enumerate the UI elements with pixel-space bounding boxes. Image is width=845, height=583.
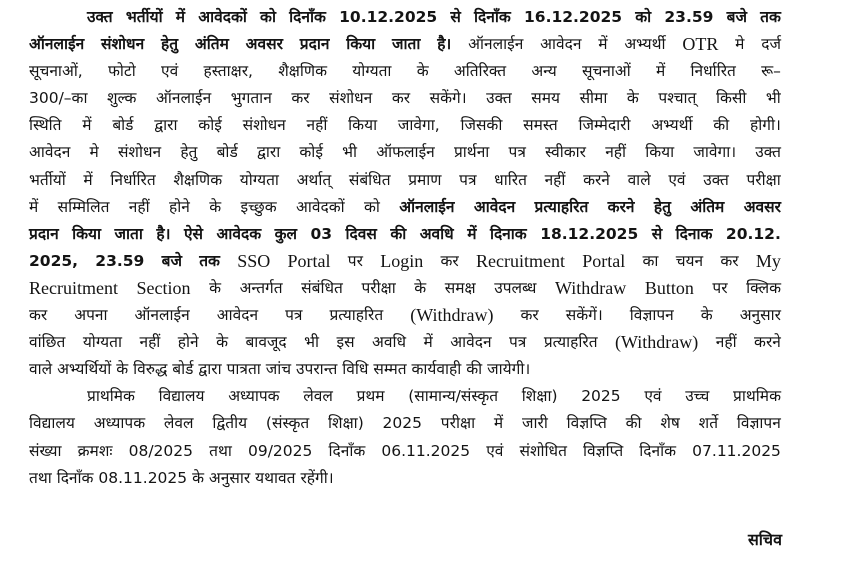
- word: परीक्षा: [440, 414, 476, 433]
- word: 18.12.2025: [540, 224, 639, 243]
- word: समक्ष: [444, 278, 476, 297]
- text-line: [29, 383, 781, 410]
- word: हेतु: [180, 143, 198, 162]
- word: बोर्ड: [172, 360, 199, 379]
- word: में: [29, 197, 39, 216]
- text-line: [29, 410, 781, 437]
- word: को: [364, 197, 380, 216]
- word: एवं: [644, 387, 662, 406]
- word: अवसर: [245, 35, 283, 54]
- word: के: [116, 360, 134, 379]
- word: किया: [72, 224, 102, 243]
- word: दिनाक: [675, 224, 713, 243]
- word: शेष: [660, 414, 680, 433]
- word: में: [83, 170, 93, 189]
- word: अर्थात्: [296, 170, 332, 189]
- word: शिक्षा): [328, 414, 364, 433]
- word: योग्यता: [239, 170, 279, 189]
- word: 2025: [581, 387, 621, 406]
- word: उपलब्ध: [494, 278, 537, 297]
- word: इस: [336, 333, 355, 352]
- word: आवेदकों: [296, 197, 345, 216]
- word: प्रत्याहरित: [329, 306, 384, 325]
- word: अंतिम: [690, 197, 725, 216]
- word: SSO: [237, 250, 271, 271]
- word: अनुसार: [739, 306, 781, 325]
- word: दिनाँक: [328, 441, 366, 460]
- word: ऑफलाईन: [376, 143, 435, 162]
- word: कार्यवाही: [411, 360, 467, 379]
- word: पात्रता: [226, 360, 266, 379]
- word: अतिरिक्त: [453, 62, 507, 81]
- word: होगी।: [749, 116, 781, 135]
- word: पत्र: [508, 143, 526, 162]
- word: Login: [380, 250, 424, 271]
- word: दिवस: [345, 224, 377, 243]
- word: (Withdraw): [410, 305, 494, 326]
- word: दिनाँक: [474, 8, 511, 26]
- word: 09/2025: [247, 441, 313, 460]
- word: ऑनलाईन: [29, 35, 85, 54]
- word: एवं: [486, 441, 504, 460]
- word: योग्यता: [352, 62, 392, 81]
- text-line: [29, 167, 781, 194]
- word: है।: [437, 35, 452, 54]
- word: मे: [735, 35, 745, 54]
- word: प्रत्याहरित: [534, 197, 589, 216]
- word: में: [82, 116, 92, 135]
- word: कुल: [274, 224, 297, 243]
- word: विज्ञापन: [736, 414, 781, 433]
- text-line: [29, 329, 781, 356]
- word: से: [651, 224, 663, 243]
- word: ऑनलाईन: [134, 306, 190, 325]
- text-line: [29, 275, 781, 302]
- word: आवेदन: [29, 143, 71, 162]
- text-line: [29, 248, 781, 275]
- word: अंतिम: [194, 35, 229, 54]
- word: जिम्मेदारी: [578, 116, 631, 135]
- word: एवं: [161, 62, 179, 81]
- word: रू–: [761, 62, 781, 81]
- word: प्रार्थना: [453, 143, 490, 162]
- word: में: [656, 62, 666, 81]
- word: द्वारा: [154, 116, 178, 135]
- text-line: [29, 31, 781, 58]
- word: (संस्कृत: [265, 414, 310, 433]
- word: बोर्ड: [216, 143, 238, 162]
- word: में: [598, 35, 608, 54]
- word: 300/–का: [29, 89, 88, 108]
- text-line: [29, 438, 781, 465]
- word: पर: [712, 278, 728, 297]
- word: दिनाक: [489, 224, 527, 243]
- word: पत्र: [285, 306, 303, 325]
- word: संख्या: [29, 441, 62, 460]
- word: आवेदन: [450, 333, 492, 352]
- word: शुल्क: [107, 89, 137, 108]
- word: है।: [156, 224, 171, 243]
- word: Portal: [582, 250, 626, 271]
- text-line: [29, 4, 781, 31]
- word: ऑनलाईन: [468, 35, 524, 54]
- word: उक्त: [755, 143, 781, 162]
- word: सकेंगें।: [565, 306, 603, 325]
- word: शिक्षा): [521, 387, 558, 406]
- word: उपरान्त: [296, 360, 343, 379]
- word: के: [414, 278, 427, 297]
- paragraph-withdrawal-notice: [29, 4, 781, 383]
- word: प्राथमिक: [87, 387, 135, 406]
- word: पत्र: [509, 333, 527, 352]
- word: विद्यालय: [29, 414, 75, 433]
- word: भर्तीयों: [125, 8, 163, 26]
- word: निर्धारित: [110, 170, 156, 189]
- text-line: [29, 194, 781, 221]
- word: सीमा: [579, 89, 608, 108]
- word: संबंधित: [301, 278, 343, 297]
- word: अध्यापक: [93, 414, 146, 433]
- text-line: [29, 465, 781, 492]
- word: शैक्षणिक: [173, 170, 223, 189]
- word: अवधि: [419, 224, 454, 243]
- word: शर्ते: [698, 414, 719, 433]
- word: हेतु: [653, 197, 671, 216]
- word: के: [700, 306, 713, 325]
- word: जारी: [521, 414, 548, 433]
- word: नहीं: [544, 170, 566, 189]
- word: (सामान्य/संस्कृत: [408, 387, 499, 406]
- word: रहेंगी।: [300, 468, 334, 487]
- word: दिनाँक: [639, 441, 677, 460]
- text-line: [29, 112, 781, 139]
- word: दिनाँक: [289, 8, 326, 26]
- word: कर: [291, 89, 310, 108]
- word: के: [216, 333, 228, 352]
- word: आवेदन: [540, 35, 582, 54]
- word: 2025: [382, 414, 422, 433]
- word: अध्यापक: [228, 387, 280, 406]
- word: दर्ज: [761, 35, 781, 54]
- word: में: [493, 414, 504, 433]
- word: Portal: [287, 250, 331, 271]
- word: 16.12.2025: [524, 8, 623, 26]
- word: के: [626, 89, 639, 108]
- word: को: [635, 8, 652, 26]
- word: उक्त: [486, 89, 512, 108]
- word: एवं: [668, 170, 686, 189]
- word: OTR: [682, 34, 719, 55]
- word: स्थिति: [29, 116, 62, 135]
- text-line: [29, 302, 781, 329]
- word: करने: [754, 333, 781, 352]
- word: में: [175, 8, 186, 26]
- word: पर: [347, 251, 363, 270]
- word: 2025,: [29, 251, 79, 270]
- signature-secretary: सचिव: [747, 530, 782, 549]
- word: 07.11.2025: [692, 441, 781, 460]
- word: उक्त: [87, 8, 113, 26]
- word: शैक्षणिक: [278, 62, 327, 81]
- word: बोर्ड: [112, 116, 134, 135]
- word: सकेंगे।: [429, 89, 467, 108]
- word: प्रथम: [356, 387, 385, 406]
- word: संशोधन: [242, 116, 286, 135]
- word: धारित: [494, 170, 527, 189]
- word: Withdraw: [554, 277, 627, 298]
- word: कर: [29, 306, 48, 325]
- word: क्रमशः: [77, 441, 113, 460]
- word: संशोधित: [519, 441, 567, 460]
- word: यथावत: [255, 468, 301, 487]
- word: द्वितीय: [212, 414, 248, 433]
- word: करने: [583, 170, 610, 189]
- word: अभ्यर्थी: [651, 116, 693, 135]
- word: भर्तीयों: [29, 170, 66, 189]
- word: योग्यता: [82, 333, 123, 352]
- text-line: [29, 139, 781, 166]
- word: 08.11.2025: [98, 468, 193, 487]
- word: किया: [348, 116, 378, 135]
- word: अभ्यर्थियों: [57, 360, 117, 379]
- word: निर्धारित: [690, 62, 736, 81]
- word: तथा: [209, 441, 232, 460]
- word: Recruitment: [29, 277, 118, 298]
- word: 06.11.2025: [381, 441, 471, 460]
- word: के: [209, 278, 222, 297]
- word: चयन: [675, 251, 704, 270]
- word: बजे: [161, 251, 182, 270]
- word: My: [755, 250, 781, 271]
- word: संशोधन: [117, 143, 162, 162]
- word: Section: [136, 277, 191, 298]
- word: लेवल: [163, 414, 194, 433]
- word: विज्ञप्ति: [566, 414, 607, 433]
- text-line: [29, 356, 781, 383]
- word: भी: [304, 333, 320, 352]
- paragraph-exam-conditions: [29, 383, 781, 491]
- word: ऑनलाईन: [399, 197, 455, 216]
- word: आवेदकों: [198, 8, 247, 26]
- word: द्वारा: [198, 360, 227, 379]
- text-line: [29, 221, 781, 248]
- word: अवसर: [743, 197, 781, 216]
- word: 20.12.: [725, 224, 781, 243]
- word: पश्चात्: [658, 89, 697, 108]
- word: पत्र: [459, 170, 477, 189]
- word: लेवल: [303, 387, 333, 406]
- word: (Withdraw): [615, 332, 699, 353]
- word: अनुसार: [208, 468, 256, 487]
- word: 03: [310, 224, 333, 243]
- word: उक्त: [703, 170, 729, 189]
- word: कोई: [198, 116, 222, 135]
- word: किया: [346, 35, 376, 54]
- word: भी: [342, 143, 358, 162]
- word: इच्छुक: [240, 197, 277, 216]
- word: आवेदक: [216, 224, 262, 243]
- word: विज्ञप्ति: [583, 441, 624, 460]
- word: संशोधन: [101, 35, 145, 54]
- word: के: [192, 468, 209, 487]
- word: अन्य: [531, 62, 557, 81]
- word: जांच: [265, 360, 297, 379]
- word: के: [209, 197, 222, 216]
- word: समस्त: [523, 116, 558, 135]
- word: नहीं: [128, 197, 150, 216]
- word: कर: [391, 89, 411, 108]
- word: हेतु: [161, 35, 179, 54]
- word: मे: [89, 143, 99, 162]
- word: वांछित: [29, 333, 66, 352]
- word: नहीं: [715, 333, 737, 352]
- word: तक: [199, 251, 220, 270]
- word: को: [260, 8, 276, 26]
- word: अवधि: [372, 333, 407, 352]
- word: कर: [520, 306, 539, 325]
- word: किसी: [715, 89, 747, 108]
- word: की: [713, 116, 730, 135]
- word: फोटो: [107, 62, 136, 81]
- word: बावजूद: [245, 333, 287, 352]
- word: वाले: [627, 170, 651, 189]
- word: समय: [531, 89, 561, 108]
- word: विज्ञापन: [629, 306, 674, 325]
- word: परीक्षा: [361, 278, 396, 297]
- word: जावेगा।: [693, 143, 737, 162]
- word: सूचनाओं: [581, 62, 631, 81]
- word: ऑनलाईन: [155, 89, 212, 108]
- word: नहीं: [139, 333, 161, 352]
- word: स्वीकार: [545, 143, 586, 162]
- word: हस्ताक्षर,: [203, 62, 253, 81]
- word: दिनाँक: [56, 468, 99, 487]
- word: बजे: [726, 8, 747, 26]
- word: किया: [645, 143, 675, 162]
- word: प्रदान: [299, 35, 330, 54]
- word: वाले: [29, 360, 58, 379]
- word: सूचनाओं,: [29, 62, 83, 81]
- word: आवेदन: [216, 306, 259, 325]
- word: संशोधन: [329, 89, 373, 108]
- text-line: [29, 58, 781, 85]
- word: होने: [177, 333, 199, 352]
- word: सम्मत: [373, 360, 412, 379]
- word: सम्मिलित: [57, 197, 110, 216]
- word: अन्तर्गत: [239, 278, 283, 297]
- word: अपना: [74, 306, 108, 325]
- word: करने: [607, 197, 635, 216]
- word: Button: [644, 277, 694, 298]
- word: जावेगा,: [397, 116, 440, 135]
- word: 10.12.2025: [339, 8, 438, 26]
- word: कर: [440, 251, 459, 270]
- word: विरुद्ध: [133, 360, 173, 379]
- word: ऐसे: [183, 224, 204, 243]
- word: का: [642, 251, 659, 270]
- word: की: [625, 414, 642, 433]
- word: में: [423, 333, 433, 352]
- word: से: [450, 8, 461, 26]
- word: की: [390, 224, 407, 243]
- word: कर: [720, 251, 739, 270]
- word: तक: [760, 8, 781, 26]
- word: संबंधित: [348, 170, 391, 189]
- word: नहीं: [605, 143, 627, 162]
- word: प्रदान: [29, 224, 59, 243]
- word: प्रत्याहरित: [543, 333, 598, 352]
- word: 08/2025: [128, 441, 194, 460]
- word: नहीं: [306, 116, 328, 135]
- word: होने: [169, 197, 190, 216]
- word: जिसकी: [460, 116, 503, 135]
- word: 23.59: [95, 251, 145, 270]
- word: प्राथमिक: [733, 387, 781, 406]
- word: कोई: [299, 143, 323, 162]
- word: परीक्षा: [746, 170, 781, 189]
- word: आवेदन: [473, 197, 516, 216]
- word: विधि: [342, 360, 374, 379]
- word: द्वारा: [256, 143, 281, 162]
- word: उच्च: [685, 387, 710, 406]
- word: जायेगी।: [487, 360, 531, 379]
- word: 23.59: [664, 8, 714, 26]
- word: तथा: [29, 468, 57, 487]
- text-line: [29, 85, 781, 112]
- word: अभ्यर्थी: [624, 35, 666, 54]
- word: भी: [765, 89, 781, 108]
- word: विद्यालय: [158, 387, 205, 406]
- word: के: [416, 62, 429, 81]
- word: जाता: [114, 224, 143, 243]
- word: प्रमाण: [408, 170, 442, 189]
- word: भुगतान: [230, 89, 272, 108]
- word: में: [467, 224, 477, 243]
- word: जाता: [392, 35, 421, 54]
- notice-body: [29, 4, 781, 492]
- word: Recruitment: [476, 250, 565, 271]
- word: की: [466, 360, 488, 379]
- word: क्लिक: [746, 278, 781, 297]
